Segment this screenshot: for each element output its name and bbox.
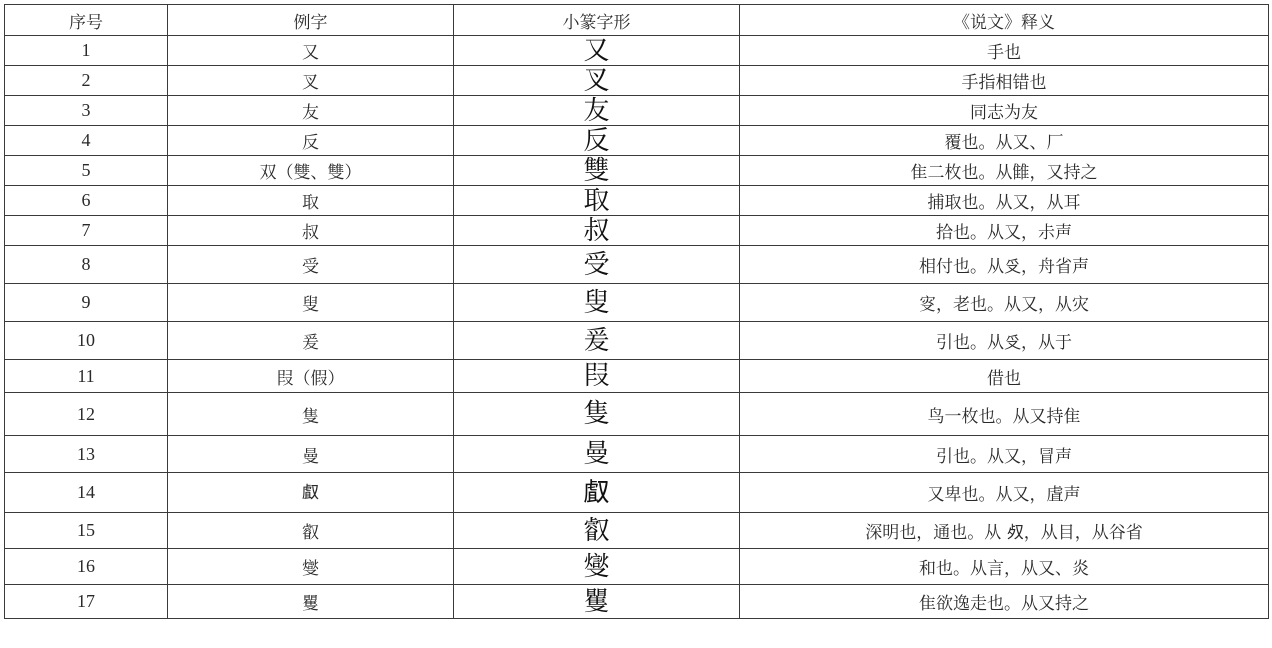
seal-script-glyph: 又 bbox=[454, 36, 740, 66]
row-index: 2 bbox=[5, 66, 168, 96]
table-row bbox=[5, 284, 1269, 322]
seal-script-glyph: 取 bbox=[454, 186, 740, 216]
seal-script-glyph: 叡 bbox=[454, 513, 740, 549]
shuowen-definition: 同志为友 bbox=[740, 96, 1269, 126]
example-char: 叟 bbox=[168, 284, 454, 322]
shuowen-definition: 相付也。从𠬪，舟省声 bbox=[740, 246, 1269, 284]
header-shuowen-definition: 《说文》释义 bbox=[740, 5, 1269, 36]
table-row bbox=[5, 473, 1269, 513]
row-index: 16 bbox=[5, 549, 168, 585]
header-seal-form: 小篆字形 bbox=[454, 5, 740, 36]
seal-script-glyph: 爰 bbox=[454, 322, 740, 360]
row-index: 12 bbox=[5, 393, 168, 436]
shuowen-definition: 引也。从又，冒声 bbox=[740, 436, 1269, 473]
example-char: 反 bbox=[168, 126, 454, 156]
example-char: 叉 bbox=[168, 66, 454, 96]
example-char: 叚（假） bbox=[168, 360, 454, 393]
shuowen-definition: 深明也，通也。从 𣦼，从目，从谷省 bbox=[740, 513, 1269, 549]
seal-script-glyph: 叟 bbox=[454, 284, 740, 322]
seal-script-glyph: 曼 bbox=[454, 436, 740, 473]
example-char: 又 bbox=[168, 36, 454, 66]
row-index: 3 bbox=[5, 96, 168, 126]
seal-script-glyph: 叉 bbox=[454, 66, 740, 96]
shuowen-definition: 手指相错也 bbox=[740, 66, 1269, 96]
shuowen-definition: 拾也。从又，尗声 bbox=[740, 216, 1269, 246]
table-row bbox=[5, 393, 1269, 436]
header-row bbox=[5, 5, 1269, 36]
example-char: 取 bbox=[168, 186, 454, 216]
shuowen-definition: 隹二枚也。从雔，又持之 bbox=[740, 156, 1269, 186]
table-row bbox=[5, 156, 1269, 186]
header-example-char: 例字 bbox=[168, 5, 454, 36]
row-index: 5 bbox=[5, 156, 168, 186]
seal-script-glyph: 矍 bbox=[454, 585, 740, 619]
shuowen-definition: 隹欲逸走也。从又持之 bbox=[740, 585, 1269, 619]
seal-script-glyph: 雙 bbox=[454, 156, 740, 186]
table-row bbox=[5, 360, 1269, 393]
example-char: 友 bbox=[168, 96, 454, 126]
seal-script-glyph: 叔 bbox=[454, 216, 740, 246]
shuowen-definition: 手也 bbox=[740, 36, 1269, 66]
table-row bbox=[5, 36, 1269, 66]
example-char: 受 bbox=[168, 246, 454, 284]
table-row bbox=[5, 585, 1269, 619]
row-index: 4 bbox=[5, 126, 168, 156]
example-char: 隻 bbox=[168, 393, 454, 436]
example-char: 叔 bbox=[168, 216, 454, 246]
row-index: 14 bbox=[5, 473, 168, 513]
shuowen-definition: 叜，老也。从又，从灾 bbox=[740, 284, 1269, 322]
example-char: 𠭯 bbox=[168, 473, 454, 513]
example-char: 曼 bbox=[168, 436, 454, 473]
table-row bbox=[5, 66, 1269, 96]
example-char: 矍 bbox=[168, 585, 454, 619]
row-index: 17 bbox=[5, 585, 168, 619]
example-char: 叡 bbox=[168, 513, 454, 549]
table-row bbox=[5, 436, 1269, 473]
table-row bbox=[5, 322, 1269, 360]
row-index: 10 bbox=[5, 322, 168, 360]
seal-script-glyph: 受 bbox=[454, 246, 740, 284]
table-row bbox=[5, 216, 1269, 246]
shuowen-definition: 鸟一枚也。从又持隹 bbox=[740, 393, 1269, 436]
table-row bbox=[5, 186, 1269, 216]
row-index: 11 bbox=[5, 360, 168, 393]
row-index: 13 bbox=[5, 436, 168, 473]
table-row bbox=[5, 549, 1269, 585]
shuowen-definition: 引也。从𠬪，从于 bbox=[740, 322, 1269, 360]
row-index: 1 bbox=[5, 36, 168, 66]
header-index: 序号 bbox=[5, 5, 168, 36]
example-char: 双（雙、雙） bbox=[168, 156, 454, 186]
shuowen-definition: 借也 bbox=[740, 360, 1269, 393]
seal-script-glyph: 𠭯 bbox=[454, 473, 740, 513]
character-table bbox=[4, 4, 1269, 619]
example-char: 燮 bbox=[168, 549, 454, 585]
seal-script-glyph: 叚 bbox=[454, 360, 740, 393]
table-row bbox=[5, 246, 1269, 284]
row-index: 8 bbox=[5, 246, 168, 284]
shuowen-definition: 覆也。从又、厂 bbox=[740, 126, 1269, 156]
seal-script-glyph: 友 bbox=[454, 96, 740, 126]
table-row bbox=[5, 513, 1269, 549]
table-row bbox=[5, 96, 1269, 126]
row-index: 6 bbox=[5, 186, 168, 216]
row-index: 9 bbox=[5, 284, 168, 322]
seal-script-glyph: 燮 bbox=[454, 549, 740, 585]
seal-script-glyph: 隻 bbox=[454, 393, 740, 436]
shuowen-definition: 又卑也。从又，虘声 bbox=[740, 473, 1269, 513]
example-char: 爰 bbox=[168, 322, 454, 360]
row-index: 15 bbox=[5, 513, 168, 549]
table-row bbox=[5, 126, 1269, 156]
shuowen-definition: 捕取也。从又，从耳 bbox=[740, 186, 1269, 216]
row-index: 7 bbox=[5, 216, 168, 246]
shuowen-definition: 和也。从言，从又、炎 bbox=[740, 549, 1269, 585]
seal-script-glyph: 反 bbox=[454, 126, 740, 156]
